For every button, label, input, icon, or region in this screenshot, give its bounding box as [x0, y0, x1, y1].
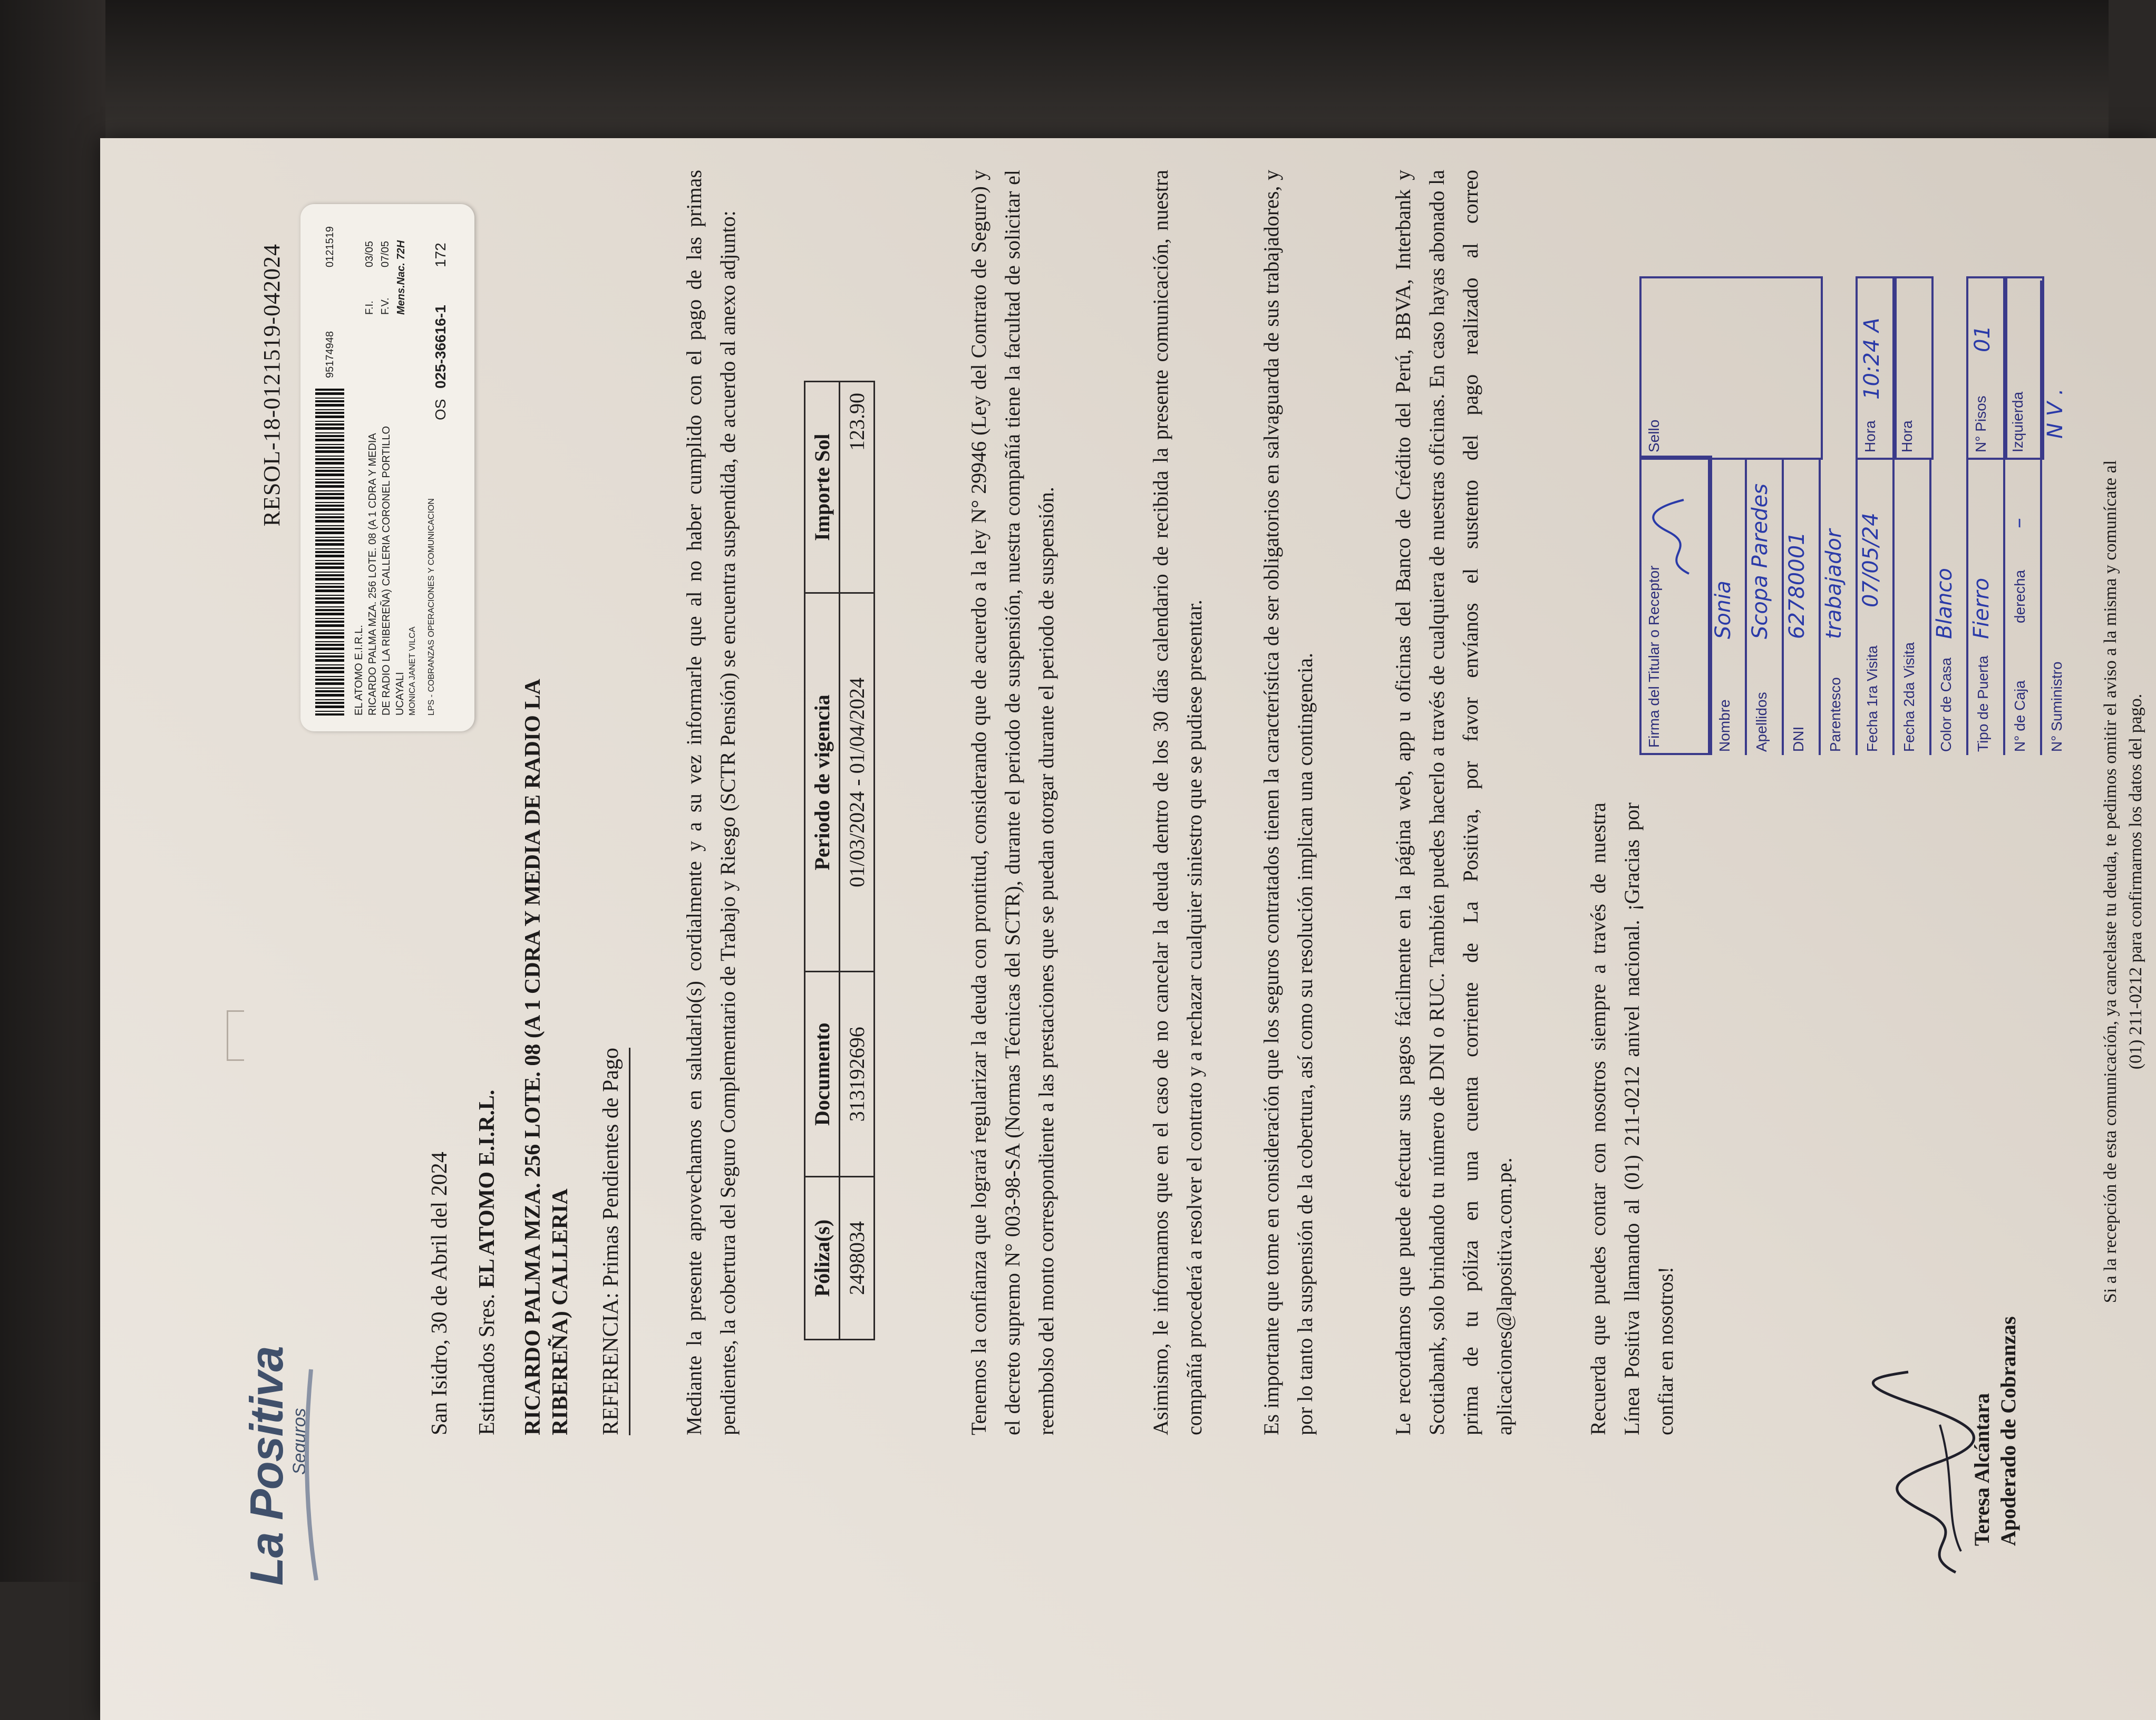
receiver-signature-icon	[1647, 495, 1705, 579]
fv-value: 07/05	[380, 240, 391, 267]
label-company: EL ATOMO E.I.R.L.	[353, 625, 365, 716]
os-value: 025-36616-1	[432, 305, 449, 389]
puerta-value: Fierro	[1969, 577, 1994, 639]
photo-background-left	[0, 0, 105, 1582]
pisos-value: 01	[1970, 325, 1995, 352]
col-importe: Importe Sol	[805, 382, 840, 593]
form-izquierda-box: Izquierda	[2003, 276, 2044, 460]
table-header-row	[805, 382, 840, 1340]
resolution-code: RESOL-18-0121519-042024	[259, 244, 285, 527]
form-hora1-box: Hora 10:24 A	[1856, 276, 1897, 460]
cell-importe: 123.90	[840, 382, 875, 593]
cell-documento: 313192696	[840, 972, 875, 1177]
paragraph-cancellation: Asimismo, le informamos que en el caso de no cancelar la deuda dentro de los 30 días calendario de recibida la presente comunicación, nuestra compañía procederá a resolver el contrato y a rechazar cualquier siniestro que se pudiese presentar.	[1149, 170, 1206, 1435]
form-row-fecha2: Fecha 2da Visita	[1892, 460, 1926, 755]
visit-stamp-form	[1639, 270, 2093, 755]
fi-label: F.I.	[364, 301, 375, 315]
form-row-nombre: Nombre Sonia	[1708, 460, 1742, 755]
form-row-parentesco: Parentesco trabajador	[1819, 460, 1852, 755]
color-value: Blanco	[1932, 568, 1957, 639]
paragraph-payment-options: Le recordamos que puede efectuar sus pagos fácilmente en la página web, app u oficinas del Banco de Crédito del Perú, BBVA, Interbank y Scotiabank, solo brindando tu número de DNI o RUC. También puedes hacerlo a través de cualquiera de nuestras oficinas. En caso hayas abonado la prima de tu póliza en una cuenta corriente de La Positiva, por favor envíanos el sustento del pago realizado al correo aplicaciones@lapositiva.com.pe.	[1391, 170, 1516, 1435]
fv-label: F.V.	[380, 297, 391, 315]
courier-label	[300, 204, 474, 731]
logo-sub: Seguros	[289, 1408, 309, 1475]
signatory-title: Apoderado de Cobranzas	[1996, 1316, 2020, 1546]
addressee-company: EL ATOMO E.I.R.L.	[475, 1089, 499, 1289]
form-row-caja: N° de Caja derecha –	[2003, 460, 2037, 755]
addressee	[474, 1090, 500, 1435]
signatory	[1969, 1316, 2022, 1546]
staple-mark	[227, 1010, 244, 1061]
form-row-apellidos: Apellidos Scopa Paredes	[1745, 460, 1779, 755]
letter-sheet	[100, 138, 2156, 1720]
form-signature-box	[1639, 456, 1712, 755]
addressee-address: RICARDO PALMA MZA. 256 LOTE. 08 (A 1 CDRA Y MEDIA DE RADIO LA RIBEREÑA) CALLERIA	[521, 680, 572, 1435]
fecha1-value: 07/05/24	[1859, 513, 1883, 607]
footer-line-1: Si a la recepción de esta comunicación, ya cancelaste tu deuda, te pedimos omitir el aviso a la misma y comunícate al	[2101, 460, 2120, 1303]
logo-name: La Positiva	[240, 1346, 293, 1586]
cell-periodo: 01/03/2024 - 01/04/2024	[840, 593, 875, 972]
paragraph-regularize: Tenemos la confianza que logrará regularizar la deuda con prontitud, considerando que de acuerdo a la ley N° 29946 (Ley del Contrato de Seguro) y el decreto supremo N° 003-98-SA (Normas Técnicas del SCTR), durante el periodo de suspensión, nuestra compañía tiene la facultad de solicitar el reembolso del monto correspondiente a las prestaciones que se puedan otorgar durante el periodo de suspensión.	[967, 170, 1058, 1435]
form-seal-box	[1639, 276, 1823, 460]
nuv-value: N V .	[2043, 388, 2067, 439]
signature-icon	[1850, 1361, 1987, 1583]
paragraph-contact: Recuerda que puedes contar con nosotros siempre a través de nuestra Línea Positiva llamando al (01) 211-0212 anivel nacional. ¡Gracias por confiar en nosotros!	[1586, 803, 1677, 1435]
table-row	[840, 382, 875, 1340]
col-documento: Documento	[805, 972, 840, 1177]
label-code: 0121519	[324, 226, 336, 267]
mens-nac: Mens.Nac. 72H	[395, 240, 407, 315]
os-count: 172	[432, 243, 449, 267]
signatory-name: Teresa Alcántara	[1970, 1393, 1994, 1546]
sello-label: Sello	[1646, 419, 1662, 452]
letter-date: San Isidro, 30 de Abril del 2024	[428, 1152, 452, 1435]
label-contact: MONICA JANET VILCA	[408, 626, 417, 716]
apellidos-value: Scopa Paredes	[1748, 484, 1772, 639]
firma-label: Firma del Titular o Receptor	[1646, 565, 1662, 748]
label-region: UCAYALI	[394, 672, 406, 716]
barcode-icon	[315, 389, 344, 716]
derecha-value: –	[2006, 518, 2031, 528]
label-address-2: DE RADIO LA RIBEREÑA) CALLERIA CORONEL PORTILLO	[381, 426, 392, 716]
form-pisos-box: N° Pisos 01	[1966, 276, 2007, 460]
nombre-value: Sonia	[1711, 581, 1735, 639]
hora1-value: 10:24 A	[1860, 317, 1884, 400]
barcode-number: 95174948	[324, 331, 336, 378]
photo-background-top	[0, 0, 2109, 158]
addressee-prefix: Estimados Sres.	[475, 1293, 499, 1435]
form-row-color: Color de Casa Blanco	[1929, 460, 1963, 755]
pending-premiums-table	[804, 381, 875, 1340]
cell-poliza: 2498034	[840, 1177, 875, 1340]
form-row-dni: DNI 62780001	[1782, 460, 1815, 755]
col-periodo: Periodo de vigencia	[805, 593, 840, 972]
dni-value: 62780001	[1785, 532, 1809, 639]
paragraph-importance: Es importante que tome en consideración que los seguros contratados tienen la característica de ser obligatorios en salvaguarda de sus trabajadores, y por lo tanto la suspensión de la cobertura, así como su resolución implican una contingencia.	[1259, 170, 1317, 1435]
footer-note	[2098, 170, 2149, 1593]
label-dept: LPS - COBRANZAS OPERACIONES Y COMUNICACION	[427, 498, 436, 716]
logo-swoosh-icon	[295, 1364, 327, 1586]
parentesco-value: trabajador	[1822, 529, 1846, 639]
form-hora2-box: Hora	[1892, 276, 1934, 460]
paragraph-intro: Mediante la presente aprovechamos en saludarlo(s) cordialmente y a su vez informarle que al no haber cumplido con el pago de las primas pendientes, la cobertura del Seguro Complementario de Trabajo y Riesgo (SCTR Pensión) se encuentra suspendida, de acuerdo al anexo adjunto:	[682, 170, 740, 1435]
col-poliza: Póliza(s)	[805, 1177, 840, 1340]
letter-reference: REFERENCIA: Primas Pendientes de Pago	[598, 1048, 630, 1435]
form-row-puerta: Tipo de Puerta Fierro	[1966, 460, 2000, 755]
label-address-1: RICARDO PALMA MZA. 256 LOTE. 08 (A 1 CDRA Y MEDIA	[367, 433, 378, 716]
fi-value: 03/05	[364, 240, 375, 267]
footer-line-2: (01) 211-0212 para confirmarnos los datos del pago.	[2126, 693, 2145, 1070]
os-label: OS	[432, 399, 449, 420]
form-row-fecha1: Fecha 1ra Visita 07/05/24	[1856, 460, 1889, 755]
la-positiva-logo	[240, 1290, 345, 1586]
form-row-suministro: N° Suministro N V .	[2040, 281, 2074, 755]
